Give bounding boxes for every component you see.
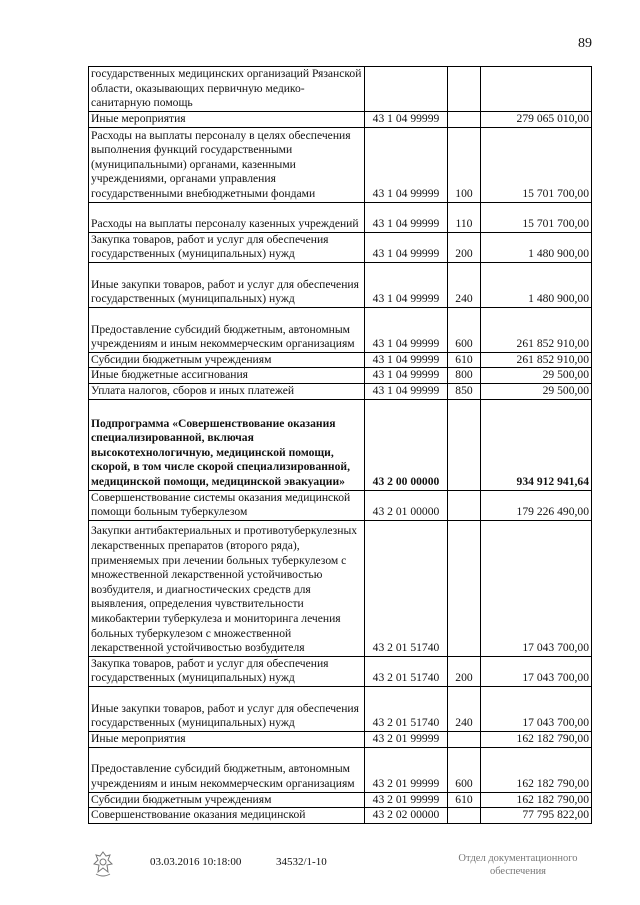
row-name-cell: Расходы на выплаты персоналу в целях обеспечения выполнения функций государственными (муниципальными) органами, казенными учреждениями, органами управления государственными внебюджетными фондами: [89, 127, 365, 202]
row-amount-cell: 179 226 490,00: [481, 490, 592, 520]
budget-table: [88, 66, 592, 824]
row-code-cell: 43 1 04 99999: [365, 112, 448, 128]
table-row: [89, 747, 592, 792]
stamp-line-2: обеспечения: [489, 866, 547, 877]
table-row: [89, 656, 592, 686]
row-name-cell: Субсидии бюджетным учреждениям: [89, 792, 365, 808]
row-name-cell: Уплата налогов, сборов и иных платежей: [89, 383, 365, 399]
row-code-cell: 43 1 04 99999: [365, 383, 448, 399]
row-expense-type-cell: [448, 112, 481, 128]
row-expense-type-cell: 200: [448, 656, 481, 686]
row-name-cell: Совершенствование системы оказания медицинской помощи больным туберкулезом: [89, 490, 365, 520]
table-row: [89, 112, 592, 128]
row-name-cell: Закупки антибактериальных и противотуберкулезных лекарственных препаратов (второго ряда), применяемых при лечении больных туберкулезом с множественной лекарственной устойчивостью возбудителя, и диагностических средств для выявления, определения чувствительности микобактерии туберкулеза и мониторинга лечения больных туберкулезом с множественной лекарственной устойчивостью возбудителя: [89, 520, 365, 656]
row-code-cell: 43 1 04 99999: [365, 232, 448, 262]
row-expense-type-cell: 610: [448, 352, 481, 368]
stamp-line-1: Отдел документационного: [458, 853, 578, 864]
row-name-cell: Подпрограмма «Совершенствование оказания специализированной, включая высокотехнологичную, медицинской помощи, скорой, в том числе скорой специализированной, медицинской помощи, медицинской эвакуации»: [89, 399, 365, 490]
row-expense-type-cell: [448, 808, 481, 824]
row-code-cell: 43 2 01 51740: [365, 520, 448, 656]
row-amount-cell: 29 500,00: [481, 383, 592, 399]
row-amount-cell: 934 912 941,64: [481, 399, 592, 490]
budget-table-body: [89, 67, 592, 824]
row-amount-cell: 17 043 700,00: [481, 686, 592, 731]
table-row: [89, 127, 592, 202]
row-code-cell: 43 2 01 51740: [365, 656, 448, 686]
row-name-cell: Иные мероприятия: [89, 112, 365, 128]
row-expense-type-cell: 110: [448, 202, 481, 232]
row-name-cell: Предоставление субсидий бюджетным, автономным учреждениям и иным некоммерческим организациям: [89, 307, 365, 352]
row-name-cell: Иные закупки товаров, работ и услуг для обеспечения государственных (муниципальных) нужд: [89, 686, 365, 731]
row-expense-type-cell: 240: [448, 262, 481, 307]
row-name-cell: Закупка товаров, работ и услуг для обеспечения государственных (муниципальных) нужд: [89, 656, 365, 686]
row-expense-type-cell: [448, 67, 481, 112]
row-code-cell: [365, 67, 448, 112]
row-amount-cell: 17 043 700,00: [481, 656, 592, 686]
coat-of-arms-emblem: [90, 850, 116, 880]
row-amount-cell: 15 701 700,00: [481, 127, 592, 202]
row-code-cell: 43 2 01 99999: [365, 731, 448, 747]
row-amount-cell: 29 500,00: [481, 368, 592, 384]
row-expense-type-cell: 800: [448, 368, 481, 384]
row-code-cell: 43 2 02 00000: [365, 808, 448, 824]
row-code-cell: 43 2 01 51740: [365, 686, 448, 731]
row-amount-cell: 15 701 700,00: [481, 202, 592, 232]
row-amount-cell: 1 480 900,00: [481, 262, 592, 307]
table-row: [89, 232, 592, 262]
row-amount-cell: 77 795 822,00: [481, 808, 592, 824]
row-expense-type-cell: 610: [448, 792, 481, 808]
row-name-cell: Расходы на выплаты персоналу казенных учреждений: [89, 202, 365, 232]
footer-doc-number: 34532/1-10: [276, 856, 327, 868]
row-name-cell: Иные мероприятия: [89, 731, 365, 747]
row-amount-cell: 162 182 790,00: [481, 792, 592, 808]
row-expense-type-cell: 100: [448, 127, 481, 202]
row-amount-cell: 162 182 790,00: [481, 731, 592, 747]
row-name-cell: Иные закупки товаров, работ и услуг для обеспечения государственных (муниципальных) нужд: [89, 262, 365, 307]
row-code-cell: 43 2 01 00000: [365, 490, 448, 520]
table-row: [89, 202, 592, 232]
table-row: [89, 490, 592, 520]
row-name-cell: государственных медицинских организаций Рязанской области, оказывающих первичную медико-санитарную помощь: [89, 67, 365, 112]
row-amount-cell: 1 480 900,00: [481, 232, 592, 262]
table-row: [89, 383, 592, 399]
table-row: [89, 368, 592, 384]
row-code-cell: 43 2 01 99999: [365, 792, 448, 808]
row-code-cell: 43 2 00 00000: [365, 399, 448, 490]
page-number: 89: [578, 36, 592, 51]
row-code-cell: 43 1 04 99999: [365, 352, 448, 368]
table-row: [89, 731, 592, 747]
table-row: [89, 262, 592, 307]
row-amount-cell: 17 043 700,00: [481, 520, 592, 656]
row-code-cell: 43 1 04 99999: [365, 307, 448, 352]
row-expense-type-cell: 600: [448, 747, 481, 792]
row-name-cell: Субсидии бюджетным учреждениям: [89, 352, 365, 368]
table-row: [89, 520, 592, 656]
row-code-cell: 43 2 01 99999: [365, 747, 448, 792]
row-name-cell: Иные бюджетные ассигнования: [89, 368, 365, 384]
table-row: [89, 792, 592, 808]
table-row: [89, 67, 592, 112]
row-name-cell: Совершенствование оказания медицинской: [89, 808, 365, 824]
row-expense-type-cell: [448, 731, 481, 747]
row-code-cell: 43 1 04 99999: [365, 262, 448, 307]
row-code-cell: 43 1 04 99999: [365, 368, 448, 384]
row-expense-type-cell: 600: [448, 307, 481, 352]
table-row: [89, 307, 592, 352]
table-row: [89, 352, 592, 368]
table-row: [89, 399, 592, 490]
row-name-cell: Закупка товаров, работ и услуг для обеспечения государственных (муниципальных) нужд: [89, 232, 365, 262]
row-amount-cell: 162 182 790,00: [481, 747, 592, 792]
row-expense-type-cell: 850: [448, 383, 481, 399]
table-row: [89, 808, 592, 824]
row-expense-type-cell: [448, 399, 481, 490]
row-expense-type-cell: 240: [448, 686, 481, 731]
department-stamp: [448, 852, 588, 878]
row-amount-cell: 261 852 910,00: [481, 307, 592, 352]
row-expense-type-cell: 200: [448, 232, 481, 262]
row-expense-type-cell: [448, 520, 481, 656]
row-name-cell: Предоставление субсидий бюджетным, автономным учреждениям и иным некоммерческим организациям: [89, 747, 365, 792]
row-amount-cell: 261 852 910,00: [481, 352, 592, 368]
row-code-cell: 43 1 04 99999: [365, 202, 448, 232]
row-code-cell: 43 1 04 99999: [365, 127, 448, 202]
table-row: [89, 686, 592, 731]
footer-datetime: 03.03.2016 10:18:00: [150, 856, 242, 868]
row-amount-cell: 279 065 010,00: [481, 112, 592, 128]
row-expense-type-cell: [448, 490, 481, 520]
row-amount-cell: [481, 67, 592, 112]
